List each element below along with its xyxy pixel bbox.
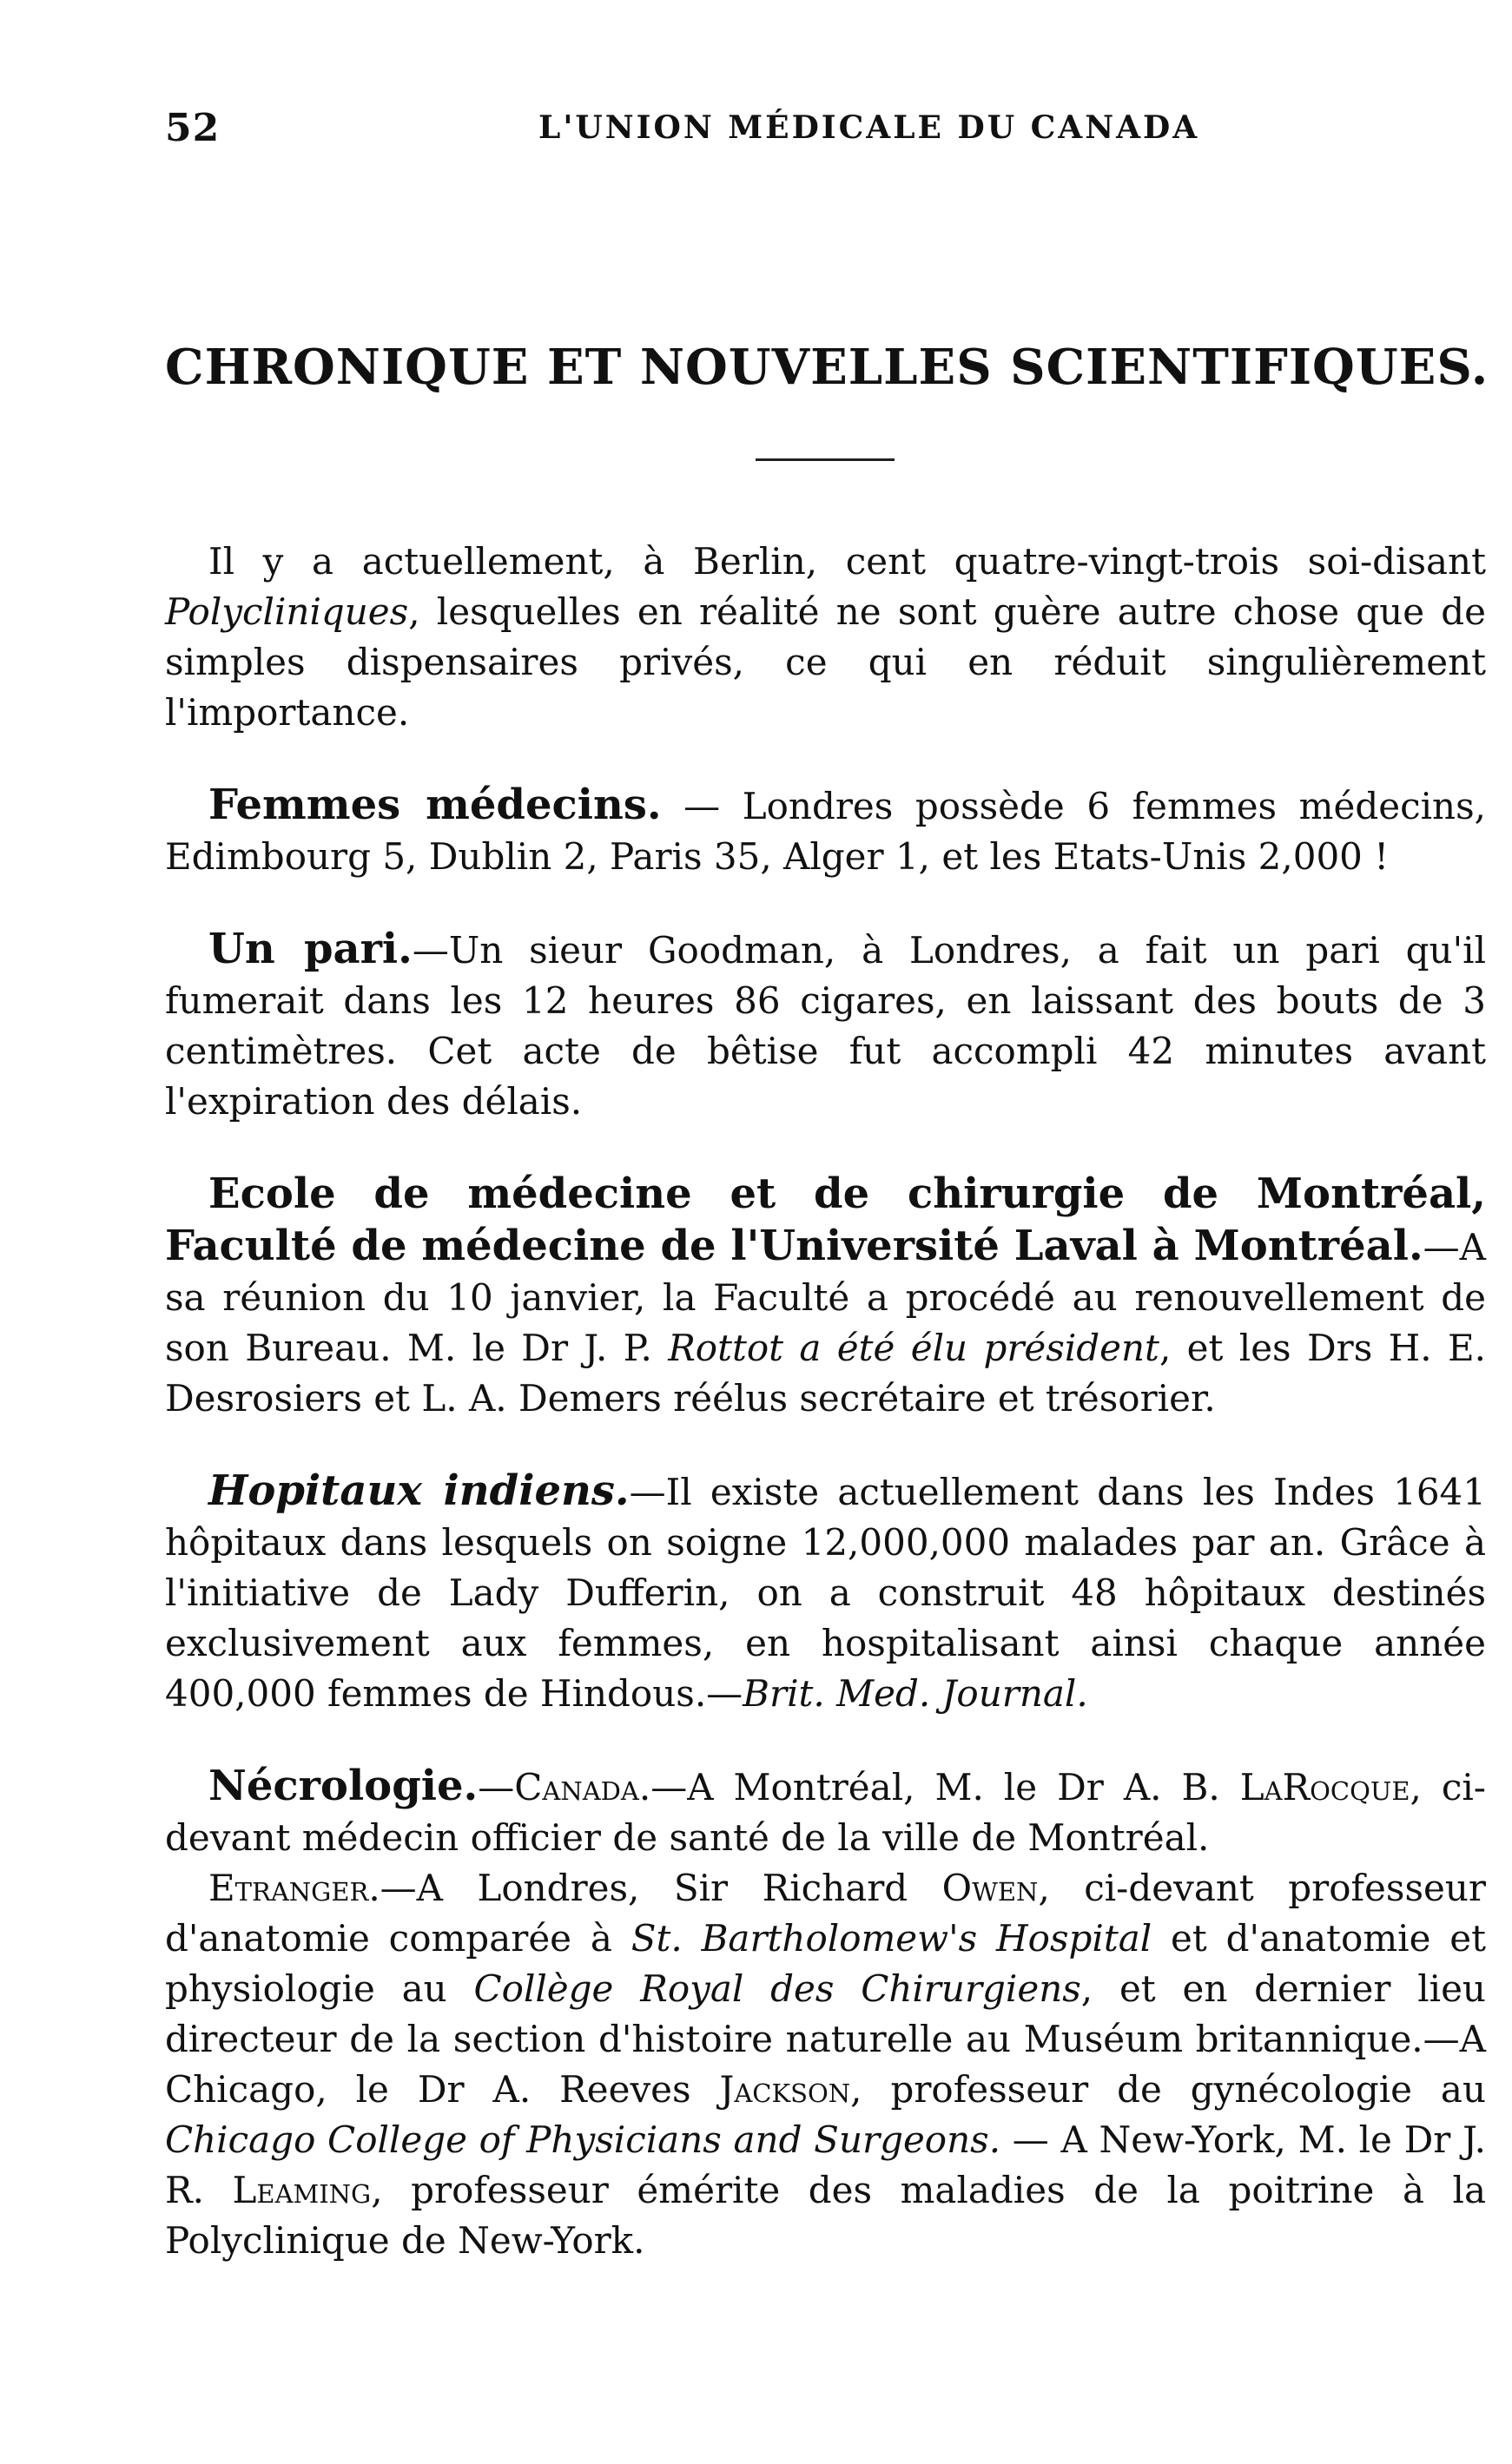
paragraph-femmes-medecins [165, 780, 1486, 882]
text: et d'anatomie et physiologie au [165, 1917, 1486, 2010]
text: —Un sieur Goodman, à Londres, a fait un pari qu'il fumerait dans les 12 heures 86 cigares, en laissant des bouts de 3 centimètres. Cet acte de bêtise fut accompli 42 minutes avant l'expiration des délais. [165, 929, 1486, 1123]
text: , ci-devant médecin officier de santé de la ville de Montréal. [165, 1766, 1486, 1859]
text: , ci-devant professeur d'anatomie comparée à [165, 1867, 1486, 1960]
spacer [165, 1424, 1486, 1466]
italic-text: St. Bartholomew's Hospital [631, 1917, 1152, 1960]
text: — [478, 1766, 515, 1808]
italic-text: Chicago College of Physicians and Surgeons. [165, 2118, 1001, 2161]
text: Il y a actuellement, à Berlin, cent quatre-vingt-trois soi-disant [208, 540, 1486, 583]
text: , professeur émérite des maladies de la poitrine à la Polyclinique de New-York. [165, 2169, 1487, 2262]
text: —Il existe actuellement dans les Indes 1641 hôpitaux dans lesquels on soigne 12,000,000 malades par an. Grâce à l'initiative de Lady Dufferin, on a construit 48 hôpitaux destinés exclusivement aux femmes, en hospitalisant ainsi chaque année 400,000 femmes de Hindous.— [165, 1471, 1486, 1715]
text: , et les Drs H. E. Desrosiers et L. A. Demers réélus secrétaire et trésorier. [165, 1327, 1486, 1420]
text: , et en dernier lieu directeur de la section d'histoire naturelle au Muséum britannique.—A Chicago, le Dr A. Reeves [165, 1967, 1486, 2111]
page-number: 52 [165, 106, 221, 150]
text: —A sa réunion du 10 janvier, la Faculté a procédé au renouvellement de son Bureau. M. le Dr J. P. [165, 1226, 1486, 1369]
paragraph-etranger [165, 1863, 1486, 2266]
small-caps-text: Owen [941, 1867, 1039, 1909]
paragraph-necrologie [165, 1761, 1486, 1863]
paragraph-un-pari [165, 924, 1486, 1127]
spacer [165, 1127, 1486, 1169]
text: — A New-York, M. le Dr J. R. [165, 2118, 1486, 2211]
text: .—A Montréal, M. le Dr A. B. [638, 1766, 1240, 1808]
article-body [165, 537, 1486, 2266]
paragraph-polycliniques [165, 537, 1486, 738]
rubric-heading: Un pari. [208, 925, 413, 973]
spacer [165, 1719, 1486, 1761]
section-title: CHRONIQUE ET NOUVELLES SCIENTIFIQUES. [165, 339, 1489, 396]
title-divider [756, 458, 895, 461]
italic-text: Polycliniques [165, 590, 409, 633]
italic-text: Brit. Med. Journal. [743, 1672, 1088, 1715]
text: .—A Londres, Sir Richard [368, 1867, 942, 1909]
paragraph-ecole-medecine [165, 1169, 1486, 1424]
rubric-heading: Nécrologie. [208, 1762, 479, 1810]
paragraph-hopitaux-indiens [165, 1466, 1486, 1719]
small-caps-text: Jackson [719, 2068, 851, 2111]
small-caps-text: Leaming [232, 2169, 372, 2211]
spacer [165, 738, 1486, 780]
running-head: L'UNION MÉDICALE DU CANADA [538, 109, 1200, 146]
rubric-heading: Hopitaux indiens. [208, 1466, 630, 1515]
spacer [165, 882, 1486, 924]
small-caps-text: LaRocque [1239, 1766, 1410, 1808]
text: , lesquelles en réalité ne sont guère autre chose que de simples dispensaires privés, ce qui en réduit singulièrement l'importance. [165, 590, 1486, 734]
italic-text: Rottot a été élu président [668, 1327, 1159, 1369]
small-caps-text: Canada [514, 1766, 639, 1808]
rubric-heading: Ecole de médecine et de chirurgie de Montréal, Faculté de médecine de l'Université Laval à Montréal. [165, 1169, 1486, 1270]
text: , professeur de gynécologie au [850, 2068, 1486, 2111]
rubric-heading: Femmes médecins. [208, 781, 662, 829]
text: — Londres possède 6 femmes médecins, Edimbourg 5, Dublin 2, Paris 35, Alger 1, et les Etats-Unis 2,000 ! [165, 785, 1486, 878]
small-caps-text: Etranger [208, 1867, 369, 1909]
italic-text: Collège Royal des Chirurgiens [473, 1967, 1081, 2010]
